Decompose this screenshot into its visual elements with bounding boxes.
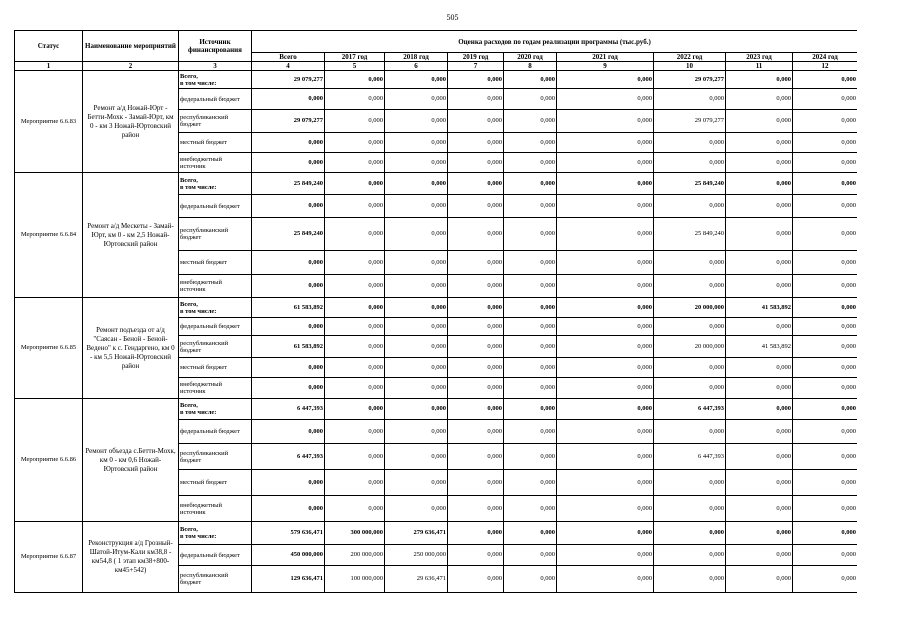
amount-cell: 0,000 xyxy=(557,444,654,470)
amount-cell: 6 447,393 xyxy=(654,444,726,470)
amount-cell: 0,000 xyxy=(726,133,793,153)
amount-cell: 0,000 xyxy=(504,251,557,275)
table-row xyxy=(15,298,858,318)
funding-source: республиканский бюджет xyxy=(179,110,252,133)
funding-source: местный бюджет xyxy=(179,358,252,378)
amount-cell: 0,000 xyxy=(793,318,858,336)
amount-cell: 0,000 xyxy=(557,545,654,566)
amount-cell: 0,000 xyxy=(325,275,385,298)
amount-cell: 0,000 xyxy=(252,378,325,399)
amount-cell: 0,000 xyxy=(654,153,726,173)
amount-cell: 0,000 xyxy=(252,275,325,298)
amount-cell: 0,000 xyxy=(654,545,726,566)
amount-cell: 29 079,277 xyxy=(252,71,325,89)
amount-cell: 0,000 xyxy=(448,133,504,153)
amount-cell: 0,000 xyxy=(726,358,793,378)
amount-cell: 0,000 xyxy=(557,318,654,336)
column-number: 1 xyxy=(15,62,83,71)
column-number: 12 xyxy=(793,62,858,71)
amount-cell: 0,000 xyxy=(793,496,858,522)
amount-cell: 0,000 xyxy=(726,378,793,399)
amount-cell: 29 079,277 xyxy=(654,71,726,89)
amount-cell: 0,000 xyxy=(448,110,504,133)
amount-cell: 0,000 xyxy=(793,218,858,251)
amount-cell: 0,000 xyxy=(557,275,654,298)
amount-cell: 0,000 xyxy=(504,522,557,545)
funding-source: республиканский бюджет xyxy=(179,336,252,358)
column-number: 6 xyxy=(385,62,448,71)
amount-cell: 0,000 xyxy=(385,153,448,173)
amount-cell: 0,000 xyxy=(726,173,793,195)
amount-cell: 0,000 xyxy=(448,251,504,275)
column-number: 10 xyxy=(654,62,726,71)
amount-cell: 0,000 xyxy=(385,496,448,522)
measure-name: Ремонт а/д Мескеты - Замай-Юрт, км 0 - км 2,5 Ножай-Юртовский район xyxy=(83,173,179,298)
amount-cell: 100 000,000 xyxy=(325,566,385,593)
amount-cell: 0,000 xyxy=(557,522,654,545)
amount-cell: 0,000 xyxy=(557,566,654,593)
amount-cell: 0,000 xyxy=(726,420,793,444)
amount-cell: 0,000 xyxy=(726,275,793,298)
amount-cell: 0,000 xyxy=(654,133,726,153)
amount-cell: 0,000 xyxy=(726,399,793,420)
amount-cell: 0,000 xyxy=(325,336,385,358)
amount-cell: 0,000 xyxy=(793,545,858,566)
amount-cell: 41 583,892 xyxy=(726,336,793,358)
amount-cell: 0,000 xyxy=(504,298,557,318)
header-year: Всего xyxy=(252,53,325,62)
amount-cell: 0,000 xyxy=(654,318,726,336)
amount-cell: 0,000 xyxy=(654,89,726,110)
amount-cell: 0,000 xyxy=(793,566,858,593)
header-year: 2024 год xyxy=(793,53,858,62)
amount-cell: 0,000 xyxy=(448,275,504,298)
column-number: 11 xyxy=(726,62,793,71)
amount-cell: 279 636,471 xyxy=(385,522,448,545)
amount-cell: 0,000 xyxy=(385,378,448,399)
amount-cell: 25 849,240 xyxy=(252,218,325,251)
amount-cell: 0,000 xyxy=(325,218,385,251)
amount-cell: 0,000 xyxy=(793,195,858,218)
amount-cell: 0,000 xyxy=(557,378,654,399)
amount-cell: 0,000 xyxy=(504,153,557,173)
amount-cell: 0,000 xyxy=(448,89,504,110)
amount-cell: 0,000 xyxy=(252,153,325,173)
amount-cell: 0,000 xyxy=(726,218,793,251)
amount-cell: 0,000 xyxy=(385,298,448,318)
funding-source: федеральный бюджет xyxy=(179,420,252,444)
measure-name: Ремонт а/д Ножай-Юрт - Бетти-Мохк - Замай-Юрт, км 0 - км 3 Ножай-Юртовский район xyxy=(83,71,179,173)
amount-cell: 0,000 xyxy=(504,89,557,110)
amount-cell: 0,000 xyxy=(325,496,385,522)
amount-cell: 0,000 xyxy=(504,336,557,358)
amount-cell: 0,000 xyxy=(557,173,654,195)
amount-cell: 0,000 xyxy=(325,89,385,110)
amount-cell: 0,000 xyxy=(448,444,504,470)
amount-cell: 0,000 xyxy=(793,71,858,89)
measure-status: Мероприятие 6.6.84 xyxy=(15,173,83,298)
amount-cell: 0,000 xyxy=(504,545,557,566)
measure-status: Мероприятие 6.6.86 xyxy=(15,399,83,522)
amount-cell: 200 000,000 xyxy=(325,545,385,566)
amount-cell: 6 447,393 xyxy=(252,444,325,470)
amount-cell: 0,000 xyxy=(793,275,858,298)
amount-cell: 0,000 xyxy=(726,153,793,173)
header-year: 2023 год xyxy=(726,53,793,62)
funding-source: внебюджетный источник xyxy=(179,153,252,173)
amount-cell: 0,000 xyxy=(325,195,385,218)
column-number: 7 xyxy=(448,62,504,71)
amount-cell: 0,000 xyxy=(654,275,726,298)
measure-status: Мероприятие 6.6.83 xyxy=(15,71,83,173)
funding-source: федеральный бюджет xyxy=(179,318,252,336)
amount-cell: 0,000 xyxy=(504,195,557,218)
amount-cell: 0,000 xyxy=(793,89,858,110)
amount-cell: 0,000 xyxy=(504,173,557,195)
page-number: 505 xyxy=(446,13,459,22)
amount-cell: 0,000 xyxy=(557,195,654,218)
column-number-row xyxy=(15,62,858,71)
amount-cell: 0,000 xyxy=(726,89,793,110)
amount-cell: 0,000 xyxy=(385,444,448,470)
amount-cell: 0,000 xyxy=(557,218,654,251)
header-year: 2018 год xyxy=(385,53,448,62)
amount-cell: 0,000 xyxy=(325,133,385,153)
amount-cell: 0,000 xyxy=(726,318,793,336)
amount-cell: 0,000 xyxy=(504,420,557,444)
funding-source: Всего, в том числе: xyxy=(179,399,252,420)
amount-cell: 0,000 xyxy=(385,358,448,378)
amount-cell: 0,000 xyxy=(557,399,654,420)
column-number: 8 xyxy=(504,62,557,71)
measure-name: Ремонт объезда с.Бетти-Мохк, км 0 - км 0,6 Ножай-Юртовский район xyxy=(83,399,179,522)
measure-name: Ремонт подъезда от а/д "Саясан - Беной - Беной-Ведено" к с. Гендаргено, км 0 - км 5,5 Ножай-Юртовский район xyxy=(83,298,179,399)
amount-cell: 0,000 xyxy=(504,358,557,378)
amount-cell: 0,000 xyxy=(504,378,557,399)
amount-cell: 0,000 xyxy=(385,318,448,336)
amount-cell: 0,000 xyxy=(504,496,557,522)
amount-cell: 0,000 xyxy=(793,173,858,195)
amount-cell: 0,000 xyxy=(793,399,858,420)
amount-cell: 0,000 xyxy=(448,336,504,358)
amount-cell: 0,000 xyxy=(325,71,385,89)
funding-source: республиканский бюджет xyxy=(179,566,252,593)
amount-cell: 25 849,240 xyxy=(654,218,726,251)
header-year: 2017 год xyxy=(325,53,385,62)
amount-cell: 25 849,240 xyxy=(252,173,325,195)
amount-cell: 0,000 xyxy=(654,566,726,593)
amount-cell: 0,000 xyxy=(385,399,448,420)
table-row xyxy=(15,522,858,545)
amount-cell: 20 000,000 xyxy=(654,336,726,358)
amount-cell: 0,000 xyxy=(448,298,504,318)
amount-cell: 0,000 xyxy=(385,133,448,153)
amount-cell: 0,000 xyxy=(448,566,504,593)
amount-cell: 0,000 xyxy=(504,275,557,298)
funding-source: внебюджетный источник xyxy=(179,378,252,399)
amount-cell: 0,000 xyxy=(654,496,726,522)
funding-source: Всего, в том числе: xyxy=(179,173,252,195)
amount-cell: 0,000 xyxy=(448,399,504,420)
amount-cell: 0,000 xyxy=(252,195,325,218)
amount-cell: 0,000 xyxy=(385,420,448,444)
column-number: 4 xyxy=(252,62,325,71)
amount-cell: 0,000 xyxy=(654,358,726,378)
amount-cell: 0,000 xyxy=(504,110,557,133)
header-name: Наименование мероприятий xyxy=(83,31,179,62)
amount-cell: 0,000 xyxy=(557,336,654,358)
amount-cell: 0,000 xyxy=(557,470,654,496)
amount-cell: 0,000 xyxy=(726,444,793,470)
column-number: 9 xyxy=(557,62,654,71)
amount-cell: 0,000 xyxy=(325,420,385,444)
funding-source: местный бюджет xyxy=(179,133,252,153)
amount-cell: 0,000 xyxy=(557,110,654,133)
funding-source: Всего, в том числе: xyxy=(179,71,252,89)
amount-cell: 0,000 xyxy=(385,470,448,496)
amount-cell: 0,000 xyxy=(793,133,858,153)
amount-cell: 0,000 xyxy=(325,251,385,275)
amount-cell: 6 447,393 xyxy=(252,399,325,420)
amount-cell: 0,000 xyxy=(793,336,858,358)
amount-cell: 0,000 xyxy=(385,251,448,275)
header-year: 2021 год xyxy=(557,53,654,62)
amount-cell: 0,000 xyxy=(726,251,793,275)
amount-cell: 0,000 xyxy=(793,470,858,496)
amount-cell: 0,000 xyxy=(557,420,654,444)
amount-cell: 0,000 xyxy=(325,298,385,318)
funding-source: Всего, в том числе: xyxy=(179,298,252,318)
measure-status: Мероприятие 6.6.85 xyxy=(15,298,83,399)
amount-cell: 0,000 xyxy=(325,444,385,470)
funding-source: федеральный бюджет xyxy=(179,545,252,566)
funding-source: внебюджетный источник xyxy=(179,496,252,522)
amount-cell: 61 583,892 xyxy=(252,298,325,318)
amount-cell: 0,000 xyxy=(252,420,325,444)
funding-source: Всего, в том числе: xyxy=(179,522,252,545)
amount-cell: 0,000 xyxy=(504,566,557,593)
amount-cell: 0,000 xyxy=(726,566,793,593)
amount-cell: 0,000 xyxy=(448,218,504,251)
amount-cell: 0,000 xyxy=(793,358,858,378)
amount-cell: 0,000 xyxy=(726,470,793,496)
amount-cell: 300 000,000 xyxy=(325,522,385,545)
header-status: Статус xyxy=(15,31,83,62)
amount-cell: 0,000 xyxy=(252,251,325,275)
amount-cell: 0,000 xyxy=(385,275,448,298)
amount-cell: 0,000 xyxy=(325,318,385,336)
funding-source: республиканский бюджет xyxy=(179,444,252,470)
amount-cell: 0,000 xyxy=(726,545,793,566)
header-year: 2022 год xyxy=(654,53,726,62)
table-row xyxy=(15,399,858,420)
funding-source: республиканский бюджет xyxy=(179,218,252,251)
table-row xyxy=(15,71,858,89)
amount-cell: 0,000 xyxy=(448,173,504,195)
amount-cell: 0,000 xyxy=(504,133,557,153)
amount-cell: 0,000 xyxy=(557,153,654,173)
amount-cell: 0,000 xyxy=(654,195,726,218)
header-row-main xyxy=(15,31,858,53)
amount-cell: 0,000 xyxy=(448,318,504,336)
amount-cell: 0,000 xyxy=(252,89,325,110)
amount-cell: 0,000 xyxy=(793,420,858,444)
amount-cell: 0,000 xyxy=(448,522,504,545)
amount-cell: 0,000 xyxy=(504,318,557,336)
amount-cell: 0,000 xyxy=(448,71,504,89)
amount-cell: 450 000,000 xyxy=(252,545,325,566)
amount-cell: 0,000 xyxy=(726,71,793,89)
amount-cell: 0,000 xyxy=(654,251,726,275)
funding-source: внебюджетный источник xyxy=(179,275,252,298)
amount-cell: 0,000 xyxy=(385,71,448,89)
column-number: 3 xyxy=(179,62,252,71)
amount-cell: 29 079,277 xyxy=(252,110,325,133)
amount-cell: 0,000 xyxy=(252,470,325,496)
amount-cell: 0,000 xyxy=(504,444,557,470)
header-year: 2019 год xyxy=(448,53,504,62)
budget-table-container xyxy=(14,30,857,593)
amount-cell: 250 000,000 xyxy=(385,545,448,566)
amount-cell: 0,000 xyxy=(385,173,448,195)
amount-cell: 0,000 xyxy=(726,110,793,133)
amount-cell: 0,000 xyxy=(448,358,504,378)
column-number: 2 xyxy=(83,62,179,71)
amount-cell: 0,000 xyxy=(325,378,385,399)
amount-cell: 129 636,471 xyxy=(252,566,325,593)
amount-cell: 0,000 xyxy=(448,496,504,522)
amount-cell: 0,000 xyxy=(325,399,385,420)
amount-cell: 0,000 xyxy=(252,133,325,153)
amount-cell: 0,000 xyxy=(726,195,793,218)
header-year: 2020 год xyxy=(504,53,557,62)
amount-cell: 0,000 xyxy=(504,470,557,496)
budget-table-body xyxy=(15,71,858,593)
amount-cell: 0,000 xyxy=(793,153,858,173)
amount-cell: 0,000 xyxy=(654,522,726,545)
amount-cell: 41 583,892 xyxy=(726,298,793,318)
amount-cell: 25 849,240 xyxy=(654,173,726,195)
amount-cell: 0,000 xyxy=(557,89,654,110)
amount-cell: 0,000 xyxy=(726,522,793,545)
amount-cell: 0,000 xyxy=(325,470,385,496)
amount-cell: 0,000 xyxy=(793,378,858,399)
amount-cell: 0,000 xyxy=(385,89,448,110)
amount-cell: 579 636,471 xyxy=(252,522,325,545)
amount-cell: 0,000 xyxy=(504,218,557,251)
amount-cell: 0,000 xyxy=(252,496,325,522)
amount-cell: 0,000 xyxy=(654,420,726,444)
amount-cell: 20 000,000 xyxy=(654,298,726,318)
amount-cell: 0,000 xyxy=(504,399,557,420)
amount-cell: 0,000 xyxy=(557,298,654,318)
amount-cell: 0,000 xyxy=(448,378,504,399)
amount-cell: 0,000 xyxy=(448,195,504,218)
amount-cell: 0,000 xyxy=(385,195,448,218)
amount-cell: 0,000 xyxy=(557,133,654,153)
amount-cell: 0,000 xyxy=(654,378,726,399)
funding-source: местный бюджет xyxy=(179,251,252,275)
amount-cell: 0,000 xyxy=(793,298,858,318)
measure-name: Реконструкция а/д Грозный-Шатой-Итум-Кали км38,8 - км54,8 ( 1 этап км38+800-км45+542) xyxy=(83,522,179,593)
amount-cell: 0,000 xyxy=(504,71,557,89)
funding-source: федеральный бюджет xyxy=(179,195,252,218)
amount-cell: 0,000 xyxy=(557,71,654,89)
amount-cell: 0,000 xyxy=(252,358,325,378)
amount-cell: 0,000 xyxy=(793,110,858,133)
amount-cell: 0,000 xyxy=(557,496,654,522)
amount-cell: 61 583,892 xyxy=(252,336,325,358)
amount-cell: 0,000 xyxy=(557,358,654,378)
amount-cell: 0,000 xyxy=(557,251,654,275)
amount-cell: 0,000 xyxy=(385,110,448,133)
table-row xyxy=(15,173,858,195)
amount-cell: 0,000 xyxy=(793,251,858,275)
header-estimate: Оценка расходов по годам реализации программы (тыс.руб.) xyxy=(252,31,858,53)
column-number: 5 xyxy=(325,62,385,71)
amount-cell: 0,000 xyxy=(654,470,726,496)
budget-table xyxy=(14,30,857,593)
measure-status: Мероприятие 6.6.87 xyxy=(15,522,83,593)
amount-cell: 29 079,277 xyxy=(654,110,726,133)
amount-cell: 0,000 xyxy=(325,358,385,378)
amount-cell: 0,000 xyxy=(325,110,385,133)
amount-cell: 0,000 xyxy=(448,153,504,173)
amount-cell: 0,000 xyxy=(385,336,448,358)
funding-source: федеральный бюджет xyxy=(179,89,252,110)
amount-cell: 0,000 xyxy=(252,318,325,336)
amount-cell: 0,000 xyxy=(793,522,858,545)
header-source: Источник финансирования xyxy=(179,31,252,62)
amount-cell: 0,000 xyxy=(325,173,385,195)
amount-cell: 0,000 xyxy=(385,218,448,251)
amount-cell: 29 636,471 xyxy=(385,566,448,593)
amount-cell: 0,000 xyxy=(448,420,504,444)
amount-cell: 0,000 xyxy=(726,496,793,522)
amount-cell: 0,000 xyxy=(325,153,385,173)
amount-cell: 6 447,393 xyxy=(654,399,726,420)
amount-cell: 0,000 xyxy=(793,444,858,470)
amount-cell: 0,000 xyxy=(448,545,504,566)
amount-cell: 0,000 xyxy=(448,470,504,496)
funding-source: местный бюджет xyxy=(179,470,252,496)
